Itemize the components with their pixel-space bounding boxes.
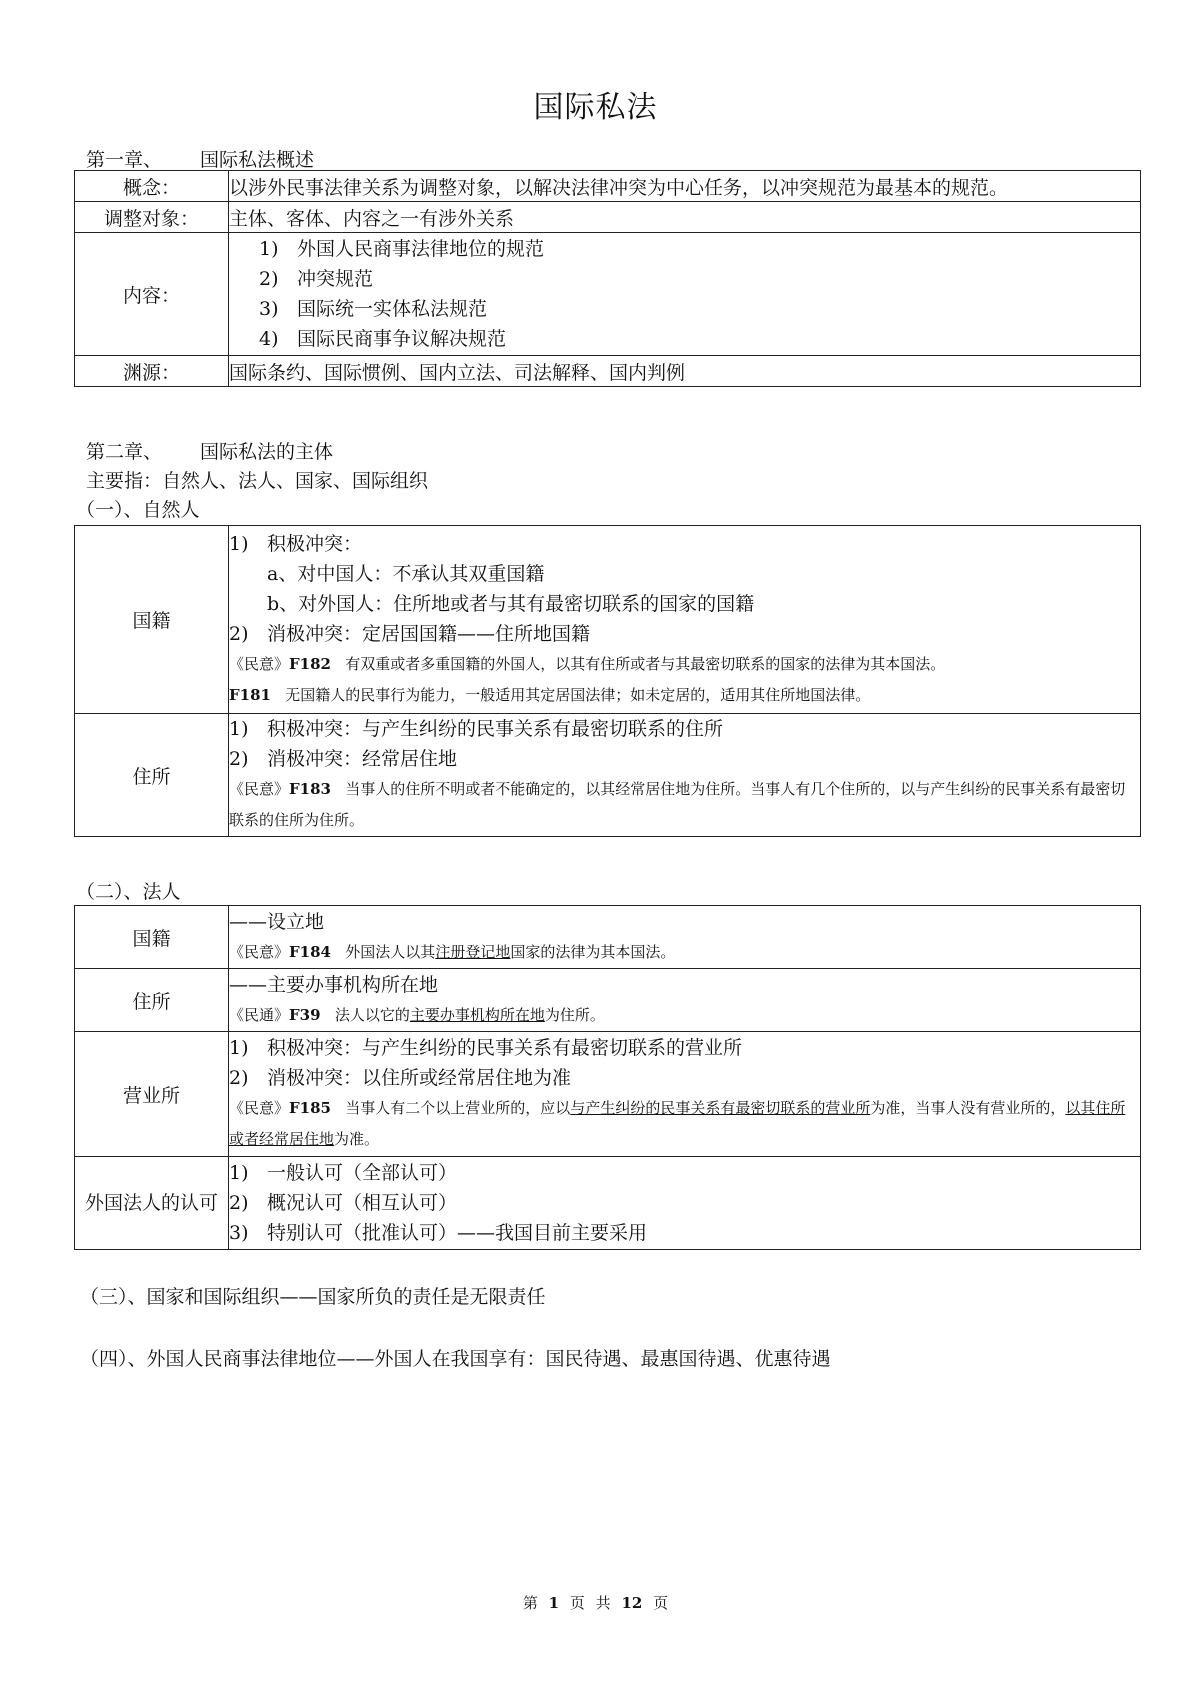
chapter1-heading bbox=[86, 145, 314, 172]
row-label: 渊源： bbox=[75, 356, 229, 387]
list-item: ——主要办事机构所在地 bbox=[229, 973, 439, 996]
row-content bbox=[229, 906, 1141, 969]
list-item: 2) 冲突规范 bbox=[259, 268, 374, 290]
table-row bbox=[75, 233, 1141, 356]
table-row bbox=[75, 1157, 1141, 1250]
total-pages: 12 bbox=[621, 1594, 643, 1612]
list-item: 2) 消极冲突：以住所或经常居住地为准 bbox=[229, 1067, 572, 1089]
chapter2-title: 国际私法的主体 bbox=[200, 441, 334, 463]
natural-person-heading: （一）、自然人 bbox=[76, 499, 200, 521]
row-content bbox=[229, 526, 1141, 714]
chapter2-heading bbox=[86, 437, 333, 464]
list-item: 1) 积极冲突：与产生纠纷的民事关系有最密切联系的营业所 bbox=[229, 1037, 743, 1059]
row-label: 国籍 bbox=[75, 906, 229, 969]
row-label: 营业所 bbox=[75, 1032, 229, 1157]
row-content bbox=[229, 1157, 1141, 1250]
list-item: 1) 积极冲突：与产生纠纷的民事关系有最密切联系的住所 bbox=[229, 718, 724, 740]
list-item: 2) 消极冲突：经常居住地 bbox=[229, 748, 458, 770]
law-citation: 《民意》F184 外国法人以其注册登记地国家的法律为其本国法。 bbox=[229, 942, 676, 961]
page-footer: 第 1 页 共 12 页 bbox=[522, 1594, 669, 1612]
row-content bbox=[229, 1032, 1141, 1157]
row-label: 调整对象： bbox=[75, 202, 229, 233]
page-number: 1 bbox=[548, 1594, 560, 1612]
table-row bbox=[75, 202, 1141, 233]
law-citation: 《民意》F183 当事人的住所不明或者不能确定的，以其经常居住地为住所。当事人有几个住所的，以与产生纠纷的民事关系有最密切联系的住所为住所。 bbox=[229, 780, 1126, 829]
row-label: 住所 bbox=[75, 969, 229, 1032]
chapter2-number: 第二章、 bbox=[86, 441, 163, 463]
foreigner-section: （四）、外国人民商事法律地位——外国人在我国享有：国民待遇、最惠国待遇、优惠待遇 bbox=[80, 1348, 831, 1370]
chapter1-table bbox=[74, 170, 1141, 387]
list-item: b、对外国人：住所地或者与其有最密切联系的国家的国籍 bbox=[267, 592, 755, 615]
row-label: 国籍 bbox=[75, 526, 229, 714]
row-content: 主体、客体、内容之一有涉外关系 bbox=[229, 202, 1141, 233]
natural-person-table bbox=[74, 525, 1141, 837]
list-item: ——设立地 bbox=[229, 910, 325, 933]
row-label: 内容： bbox=[75, 233, 229, 356]
table-row bbox=[75, 714, 1141, 837]
row-label: 外国法人的认可 bbox=[75, 1157, 229, 1250]
list-item: 2) 消极冲突：定居国国籍——住所地国籍 bbox=[229, 622, 591, 645]
document-title: 国际私法 bbox=[533, 90, 658, 125]
list-item: 2) 概况认可（相互认可） bbox=[229, 1192, 458, 1214]
table-row bbox=[75, 969, 1141, 1032]
state-section: （三）、国家和国际组织——国家所负的责任是无限责任 bbox=[80, 1286, 546, 1308]
list-item: 4) 国际民商事争议解决规范 bbox=[259, 328, 507, 350]
row-label: 概念： bbox=[75, 171, 229, 202]
list-item: 1) 积极冲突： bbox=[229, 532, 363, 555]
table-row bbox=[75, 356, 1141, 387]
row-content: 以涉外民事法律关系为调整对象，以解决法律冲突为中心任务，以冲突规范为最基本的规范。 bbox=[229, 171, 1141, 202]
table-row bbox=[75, 1032, 1141, 1157]
law-citation: 《民通》F39 法人以它的主要办事机构所在地为住所。 bbox=[229, 1005, 605, 1024]
chapter1-number: 第一章、 bbox=[86, 149, 163, 171]
table-row bbox=[75, 906, 1141, 969]
table-row bbox=[75, 526, 1141, 714]
list-item: 1) 外国人民商事法律地位的规范 bbox=[259, 238, 545, 260]
legal-person-table bbox=[74, 905, 1141, 1250]
list-item: 3) 特别认可（批准认可）——我国目前主要采用 bbox=[229, 1222, 648, 1244]
legal-person-heading: （二）、法人 bbox=[76, 881, 181, 903]
row-label: 住所 bbox=[75, 714, 229, 837]
list-item: 3) 国际统一实体私法规范 bbox=[259, 298, 488, 320]
table-row bbox=[75, 171, 1141, 202]
list-item: a、对中国人：不承认其双重国籍 bbox=[267, 562, 545, 585]
row-content: 国际条约、国际惯例、国内立法、司法解释、国内判例 bbox=[229, 356, 1141, 387]
law-citation: 《民意》F185 当事人有二个以上营业所的，应以与产生纠纷的民事关系有最密切联系的营业所为准，当事人没有营业所的，以其住所或者经常居住地为准。 bbox=[229, 1099, 1126, 1148]
chapter2-intro: 主要指：自然人、法人、国家、国际组织 bbox=[86, 470, 429, 492]
row-content bbox=[229, 233, 1141, 356]
row-content bbox=[229, 969, 1141, 1032]
law-citation: 《民意》F182 有双重或者多重国籍的外国人，以其有住所或者与其最密切联系的国家的法律为其本国法。 bbox=[229, 654, 946, 673]
row-content bbox=[229, 714, 1141, 837]
chapter1-title: 国际私法概述 bbox=[200, 149, 315, 171]
list-item: 1) 一般认可（全部认可） bbox=[229, 1162, 458, 1184]
law-citation: F181 无国籍人的民事行为能力，一般适用其定居国法律；如未定居的，适用其住所地国法律。 bbox=[229, 685, 871, 704]
